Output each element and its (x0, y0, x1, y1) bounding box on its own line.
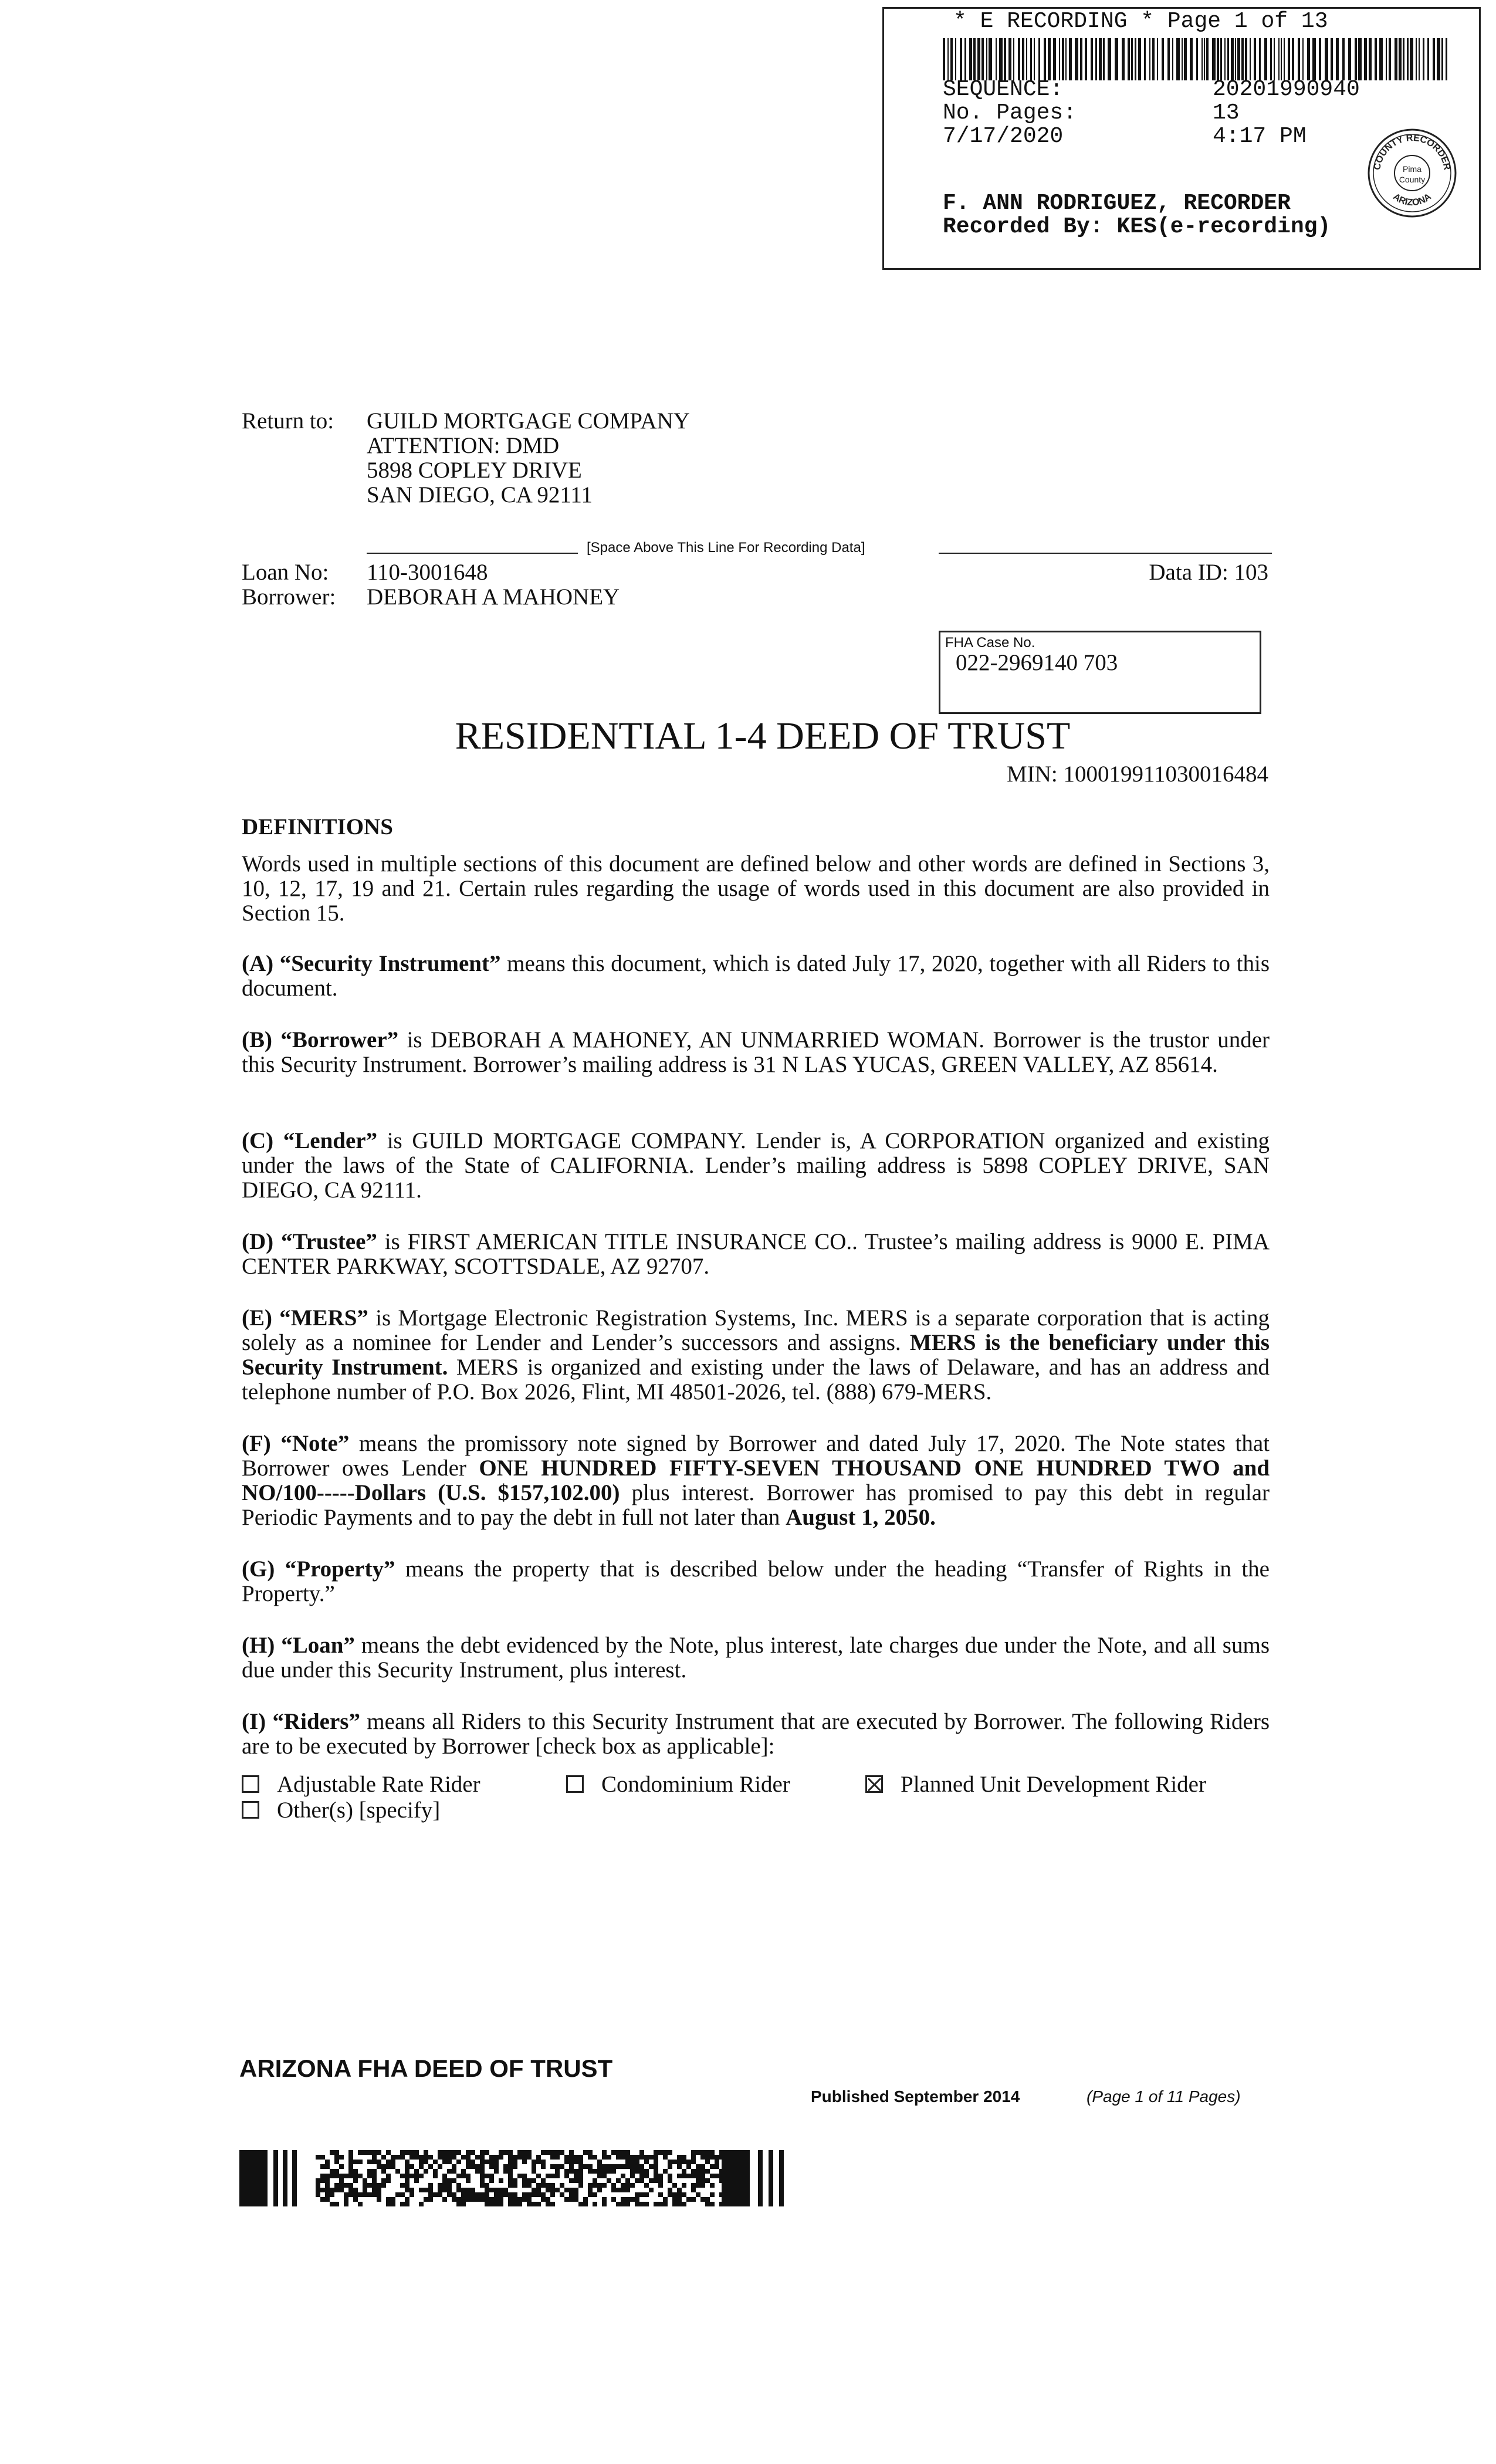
rider-planned-unit-checkbox[interactable] (865, 1775, 883, 1793)
rider-condominium-checkbox[interactable] (566, 1775, 584, 1793)
definition-a (242, 952, 1270, 1001)
definitions-intro: Words used in multiple sections of this document are defined below and other words are defined in Sections 3, 10, 12, 17, 19 and 21. Certain rules regarding the usage of words used in this document are also provided in Section 15. (242, 851, 1270, 926)
document-title: RESIDENTIAL 1-4 DEED OF TRUST (455, 715, 1071, 757)
rider-condominium[interactable] (566, 1772, 790, 1798)
seal-top-text: COUNTY RECORDER (1372, 133, 1452, 171)
return-to-label: Return to: (242, 408, 334, 434)
definition-c (242, 1129, 1270, 1203)
recorded-by: Recorded By: KES(e-recording) (943, 214, 1331, 239)
definition-f-text-1: means the promissory note signed by Borrower and dated July 17, 2020. The Note states that Borrower owes Lender (242, 1431, 1270, 1481)
data-id: Data ID: 103 (1149, 560, 1268, 585)
definition-c-term: (C) “Lender” (242, 1128, 378, 1153)
definition-g (242, 1557, 1270, 1606)
definitions-heading: DEFINITIONS (242, 814, 393, 840)
definition-a-text: means this document, which is dated July 17, 2020, together with all Riders to this document. (242, 951, 1270, 1001)
return-to-line-2: ATTENTION: DMD (367, 433, 560, 458)
pages-label: No. Pages: (943, 100, 1077, 126)
county-seal (1365, 126, 1459, 220)
definition-d-term: (D) “Trustee” (242, 1229, 377, 1254)
definition-i-term: (I) “Riders” (242, 1709, 360, 1734)
svg-text:ARIZONA (1391, 192, 1433, 208)
rider-other[interactable] (242, 1798, 440, 1823)
rider-other-label: Other(s) [specify] (277, 1798, 441, 1823)
definition-i-text: means all Riders to this Security Instrument that are executed by Borrower. The following Riders are to be executed by Borrower [check box as applicable]: (242, 1709, 1270, 1759)
space-rule-right (939, 553, 1272, 554)
definition-e-term: (E) “MERS” (242, 1305, 368, 1331)
seal-center-2: County (1399, 175, 1426, 184)
definition-h-term: (H) “Loan” (242, 1633, 355, 1658)
record-time: 4:17 PM (1213, 124, 1307, 149)
form-title: ARIZONA FHA DEED OF TRUST (239, 2055, 613, 2082)
definition-e-text-2: MERS is organized and existing under the laws of Delaware, and has an address and telephone number of P.O. Box 2026, Flint, MI 48501-2026, tel. (888) 679-MERS. (242, 1355, 1270, 1404)
definition-g-term: (G) “Property” (242, 1556, 395, 1582)
definition-b (242, 1028, 1270, 1077)
borrower-label: Borrower: (242, 584, 336, 610)
definition-e-text-1: is Mortgage Electronic Registration Systems, Inc. MERS is a separate corporation that is acting solely as a nominee for Lender and Lender’s successors and assigns. (242, 1305, 1270, 1355)
definition-f-bold-2: August 1, 2050. (786, 1505, 936, 1530)
definition-i (242, 1710, 1270, 1759)
definition-e (242, 1306, 1270, 1404)
definition-f-text-2: plus interest. Borrower has promised to pay this debt in regular Periodic Payments and to pay the debt in full not later than (242, 1480, 1270, 1530)
fha-case-box (939, 631, 1261, 714)
definition-h (242, 1633, 1270, 1683)
rider-adjustable-label: Adjustable Rate Rider (277, 1772, 480, 1797)
return-to-line-1: GUILD MORTGAGE COMPANY (367, 408, 690, 434)
definition-e-bold: MERS is the beneficiary under this Security Instrument. (242, 1330, 1270, 1380)
stamp-barcode (943, 38, 1447, 80)
rider-adjustable-checkbox[interactable] (242, 1775, 259, 1793)
definition-f (242, 1431, 1270, 1530)
seal-bottom-text: ARIZONA (1391, 191, 1433, 208)
sequence-value: 20201990940 (1213, 77, 1360, 102)
loan-number: 110-3001648 (367, 560, 488, 585)
document-barcode (239, 2150, 794, 2206)
definition-a-term: (A) “Security Instrument” (242, 951, 501, 976)
rider-other-checkbox[interactable] (242, 1801, 259, 1819)
definition-b-term: (B) “Borrower” (242, 1027, 399, 1052)
sequence-label: SEQUENCE: (943, 77, 1064, 102)
fha-case-label: FHA Case No. (945, 635, 1035, 651)
pages-value: 13 (1213, 100, 1240, 126)
definition-b-text: is DEBORAH A MAHONEY, AN UNMARRIED WOMAN. Borrower is the trustor under this Security Instrument. Borrower’s mailing address is 31 N LAS YUCAS, GREEN VALLEY, AZ 85614. (242, 1027, 1270, 1077)
borrower-name: DEBORAH A MAHONEY (367, 584, 620, 610)
min-number: MIN: 100019911030016484 (1007, 761, 1268, 787)
definition-f-bold-1: ONE HUNDRED FIFTY-SEVEN THOUSAND ONE HUNDRED TWO and NO/100-----Dollars (U.S. $157,102.00) (242, 1456, 1270, 1505)
recorder-name: F. ANN RODRIGUEZ, RECORDER (943, 191, 1291, 216)
published-date: Published September 2014 (811, 2087, 1020, 2106)
space-above-note: [Space Above This Line For Recording Data] (587, 540, 865, 556)
rider-planned-unit[interactable] (865, 1772, 1206, 1798)
space-rule-left (367, 553, 578, 554)
definition-f-term: (F) “Note” (242, 1431, 350, 1456)
return-to-line-4: SAN DIEGO, CA 92111 (367, 482, 593, 507)
seal-center-1: Pima (1403, 164, 1421, 174)
rider-condominium-label: Condominium Rider (601, 1772, 790, 1797)
fha-case-number: 022-2969140 703 (956, 650, 1118, 675)
loan-label: Loan No: (242, 560, 329, 585)
definition-d (242, 1230, 1270, 1279)
stamp-header: * E RECORDING * Page 1 of 13 (953, 9, 1328, 34)
definition-d-text: is FIRST AMERICAN TITLE INSURANCE CO.. Trustee’s mailing address is 9000 E. PIMA CENTER PARKWAY, SCOTTSDALE, AZ 92707. (242, 1229, 1270, 1279)
rider-adjustable[interactable] (242, 1772, 480, 1798)
definition-c-text: is GUILD MORTGAGE COMPANY. Lender is, A CORPORATION organized and existing under the laws of the State of CALIFORNIA. Lender’s mailing address is 5898 COPLEY DRIVE, SAN DIEGO, CA 92111. (242, 1128, 1270, 1203)
definition-g-text: means the property that is described below under the heading “Transfer of Rights in the Property.” (242, 1556, 1270, 1606)
definition-h-text: means the debt evidenced by the Note, plus interest, late charges due under the Note, and all sums due under this Security Instrument, plus interest. (242, 1633, 1270, 1683)
return-to-line-3: 5898 COPLEY DRIVE (367, 458, 582, 483)
rider-planned-unit-label: Planned Unit Development Rider (901, 1772, 1206, 1797)
recording-stamp (882, 7, 1481, 270)
page-number: (Page 1 of 11 Pages) (1087, 2087, 1241, 2106)
record-date: 7/17/2020 (943, 124, 1064, 149)
